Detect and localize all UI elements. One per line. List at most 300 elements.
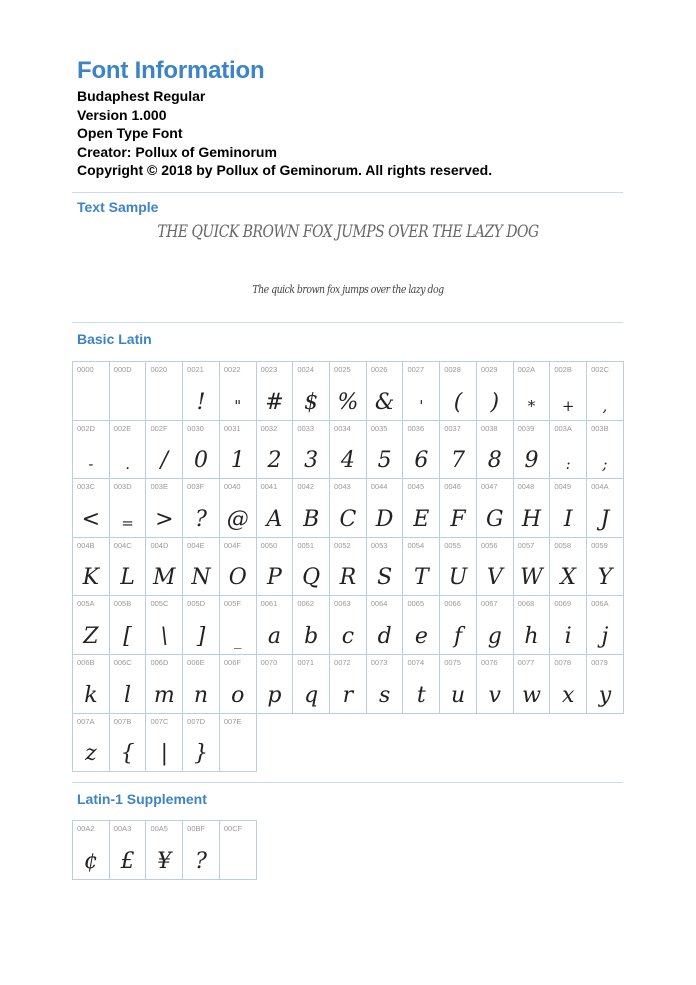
glyph-cell bbox=[440, 421, 477, 480]
glyph-sample: 6 bbox=[414, 448, 429, 474]
glyph-codepoint: 0078 bbox=[554, 657, 572, 667]
glyph-codepoint: 005F bbox=[223, 599, 241, 609]
glyph-sample: £ bbox=[120, 849, 135, 874]
glyph-sample: 5 bbox=[377, 448, 392, 474]
glyph-codepoint: 0029 bbox=[480, 365, 498, 374]
glyph-codepoint: 0071 bbox=[297, 657, 314, 667]
glyph-codepoint: 0066 bbox=[444, 599, 461, 609]
glyph-cell bbox=[440, 655, 477, 714]
glyph-cell bbox=[293, 362, 330, 421]
glyph-cell bbox=[330, 479, 367, 538]
glyph-codepoint: 002E bbox=[113, 423, 132, 433]
glyph-cell bbox=[220, 362, 257, 421]
glyph-sample: 7 bbox=[451, 448, 466, 474]
glyph-codepoint: 00CF bbox=[223, 824, 243, 833]
glyph-cell bbox=[587, 362, 624, 421]
glyph-codepoint: 004C bbox=[113, 540, 132, 550]
glyph-sample: H bbox=[521, 506, 542, 532]
glyph-sample: } bbox=[194, 741, 209, 767]
glyph-cell bbox=[73, 538, 110, 597]
glyph-sample: < bbox=[81, 506, 101, 532]
glyph-codepoint: 0032 bbox=[260, 423, 278, 433]
glyph-cell bbox=[257, 479, 294, 538]
glyph-sample: O bbox=[228, 565, 247, 591]
glyph-cell bbox=[146, 655, 183, 714]
glyph-codepoint: 005C bbox=[150, 599, 169, 609]
glyph-codepoint: 003C bbox=[77, 482, 95, 492]
glyph-cell bbox=[146, 538, 183, 597]
glyph-codepoint: 0059 bbox=[591, 540, 608, 550]
glyph-cell bbox=[110, 821, 147, 880]
glyph-sample: ¥ bbox=[157, 849, 172, 874]
glyph-cell bbox=[514, 479, 551, 538]
glyph-codepoint: 0022 bbox=[223, 365, 241, 374]
glyph-codepoint: 0046 bbox=[444, 482, 461, 492]
glyph-codepoint: 0027 bbox=[407, 365, 425, 374]
glyph-sample: A bbox=[266, 506, 283, 532]
glyph-codepoint: 007C bbox=[150, 716, 169, 726]
glyph-sample: M bbox=[153, 565, 176, 591]
glyph-cell bbox=[220, 655, 257, 714]
glyph-sample: u bbox=[450, 682, 466, 708]
glyph-codepoint: 0051 bbox=[297, 540, 314, 550]
glyph-cell bbox=[146, 421, 183, 480]
glyph-sample: 0 bbox=[194, 448, 209, 474]
glyph-cell bbox=[550, 362, 587, 421]
glyph-sample: o bbox=[231, 682, 245, 708]
glyph-codepoint: 007E bbox=[223, 716, 242, 726]
glyph-sample: ¢ bbox=[83, 849, 98, 874]
glyph-sample: - bbox=[88, 455, 94, 474]
glyph-cell bbox=[330, 538, 367, 597]
glyph-codepoint: 002A bbox=[517, 365, 536, 374]
glyph-sample: ? bbox=[195, 506, 207, 532]
glyph-codepoint: 002C bbox=[591, 365, 609, 374]
glyph-cell bbox=[110, 479, 147, 538]
glyph-sample: B bbox=[303, 506, 320, 532]
glyph-cell bbox=[220, 479, 257, 538]
glyph-codepoint: 002F bbox=[150, 423, 168, 433]
glyph-sample: I bbox=[563, 506, 573, 532]
glyph-cell bbox=[403, 421, 440, 480]
glyph-codepoint: 0038 bbox=[480, 423, 498, 433]
glyph-sample: R bbox=[339, 565, 357, 591]
glyph-sample: 2 bbox=[267, 448, 282, 474]
glyph-cell bbox=[110, 655, 147, 714]
font-name: Budaphest Regular bbox=[77, 88, 206, 104]
glyph-cell bbox=[110, 714, 147, 773]
glyph-codepoint: 0033 bbox=[297, 423, 314, 433]
font-copyright: Copyright © 2018 by Pollux of Geminorum. All rights reserved. bbox=[77, 162, 493, 179]
glyph-codepoint: 0028 bbox=[444, 365, 461, 374]
glyph-sample: J bbox=[600, 506, 610, 532]
glyph-sample: Y bbox=[597, 565, 613, 591]
glyph-codepoint: 0036 bbox=[407, 423, 425, 433]
glyph-cell bbox=[73, 596, 110, 655]
glyph-cell bbox=[440, 479, 477, 538]
glyph-codepoint: 003B bbox=[591, 423, 609, 433]
glyph-sample: ; bbox=[602, 455, 608, 474]
glyph-sample: 3 bbox=[304, 448, 319, 474]
glyph-codepoint: 002D bbox=[77, 423, 95, 433]
glyph-cell bbox=[257, 655, 294, 714]
glyph-sample: 1 bbox=[230, 448, 245, 474]
glyph-codepoint: 005D bbox=[187, 599, 206, 609]
glyph-codepoint: 00BF bbox=[187, 824, 206, 833]
glyph-codepoint: 0077 bbox=[517, 657, 535, 667]
glyph-codepoint: 00A2 bbox=[77, 824, 95, 833]
glyph-cell bbox=[73, 362, 110, 421]
glyph-cell bbox=[367, 596, 404, 655]
glyph-cell bbox=[73, 655, 110, 714]
glyph-codepoint: 0062 bbox=[297, 599, 314, 609]
glyph-cell bbox=[367, 538, 404, 597]
glyph-cell bbox=[550, 479, 587, 538]
glyph-cell bbox=[330, 362, 367, 421]
glyph-sample: X bbox=[560, 565, 577, 591]
glyph-sample: @ bbox=[226, 506, 249, 532]
glyph-cell bbox=[477, 479, 514, 538]
glyph-grid-latin1-supplement bbox=[72, 820, 257, 880]
glyph-cell bbox=[403, 538, 440, 597]
glyph-cell bbox=[257, 362, 294, 421]
glyph-cell bbox=[403, 362, 440, 421]
glyph-sample: [ bbox=[123, 623, 132, 649]
glyph-codepoint: 007B bbox=[113, 716, 132, 726]
glyph-cell bbox=[514, 655, 551, 714]
glyph-sample: t bbox=[416, 682, 426, 708]
glyph-codepoint: 003F bbox=[187, 482, 205, 492]
glyph-sample: D bbox=[375, 506, 394, 532]
glyph-cell bbox=[183, 821, 220, 880]
glyph-cell bbox=[293, 479, 330, 538]
glyph-cell bbox=[183, 362, 220, 421]
glyph-sample: q bbox=[304, 682, 319, 708]
glyph-cell bbox=[477, 596, 514, 655]
glyph-codepoint: 006C bbox=[113, 657, 132, 667]
glyph-codepoint: 0040 bbox=[223, 482, 241, 492]
glyph-sample: h bbox=[524, 623, 539, 649]
glyph-codepoint: 006F bbox=[223, 657, 241, 667]
glyph-cell bbox=[587, 479, 624, 538]
glyph-sample: j bbox=[601, 623, 609, 649]
glyph-cell bbox=[110, 421, 147, 480]
glyph-cell bbox=[367, 421, 404, 480]
font-version: Version 1.000 bbox=[77, 106, 167, 123]
glyph-sample: * bbox=[527, 396, 536, 415]
glyph-codepoint: 0055 bbox=[444, 540, 461, 550]
glyph-sample: % bbox=[337, 389, 359, 415]
glyph-cell bbox=[220, 421, 257, 480]
glyph-cell bbox=[220, 714, 257, 773]
glyph-cell bbox=[146, 821, 183, 880]
glyph-codepoint: 007D bbox=[187, 716, 206, 726]
glyph-codepoint: 0031 bbox=[223, 423, 241, 433]
glyph-codepoint: 0061 bbox=[260, 599, 278, 609]
glyph-cell bbox=[367, 655, 404, 714]
glyph-codepoint: 0023 bbox=[260, 365, 278, 374]
glyph-codepoint: 000D bbox=[113, 365, 132, 374]
glyph-codepoint: 004A bbox=[591, 482, 609, 492]
glyph-codepoint: 0074 bbox=[407, 657, 425, 667]
glyph-codepoint: 0034 bbox=[334, 423, 351, 433]
glyph-codepoint: 0054 bbox=[407, 540, 425, 550]
glyph-sample: G bbox=[485, 506, 504, 532]
font-type: Open Type Font bbox=[77, 125, 183, 142]
glyph-cell bbox=[514, 362, 551, 421]
glyph-cell bbox=[477, 421, 514, 480]
glyph-sample: p bbox=[267, 682, 282, 708]
glyph-cell bbox=[293, 538, 330, 597]
glyph-grid-basic-latin bbox=[72, 361, 624, 772]
glyph-sample: , bbox=[602, 396, 608, 415]
glyph-sample: f bbox=[453, 623, 463, 649]
glyph-cell bbox=[73, 479, 110, 538]
glyph-sample: P bbox=[267, 565, 282, 591]
glyph-sample: 4 bbox=[340, 448, 355, 474]
glyph-codepoint: 0058 bbox=[554, 540, 572, 550]
glyph-codepoint: 0037 bbox=[444, 423, 461, 433]
glyph-codepoint: 0057 bbox=[517, 540, 535, 550]
glyph-cell bbox=[183, 714, 220, 773]
glyph-sample: 8 bbox=[487, 448, 502, 474]
glyph-cell bbox=[440, 538, 477, 597]
glyph-cell bbox=[220, 821, 257, 880]
glyph-cell bbox=[403, 655, 440, 714]
glyph-codepoint: 0047 bbox=[480, 482, 498, 492]
glyph-sample: w bbox=[522, 682, 541, 708]
glyph-codepoint: 0050 bbox=[260, 540, 278, 550]
glyph-codepoint: 0035 bbox=[370, 423, 388, 433]
glyph-sample: ( bbox=[453, 389, 463, 415]
glyph-cell bbox=[330, 596, 367, 655]
glyph-sample: g bbox=[487, 623, 502, 649]
glyph-codepoint: 0030 bbox=[187, 423, 204, 433]
font-info-block bbox=[77, 87, 492, 180]
glyph-sample: z bbox=[85, 741, 97, 767]
glyph-codepoint: 006A bbox=[591, 599, 609, 609]
glyph-sample: i bbox=[564, 623, 572, 649]
glyph-codepoint: 00A5 bbox=[150, 824, 168, 833]
glyph-cell bbox=[587, 538, 624, 597]
glyph-codepoint: 004D bbox=[150, 540, 169, 550]
glyph-sample: N bbox=[191, 565, 211, 591]
glyph-codepoint: 002B bbox=[554, 365, 572, 374]
glyph-cell bbox=[183, 538, 220, 597]
glyph-cell bbox=[367, 479, 404, 538]
glyph-cell bbox=[550, 421, 587, 480]
glyph-sample: { bbox=[120, 741, 135, 767]
glyph-codepoint: 003E bbox=[150, 482, 168, 492]
glyph-cell bbox=[257, 596, 294, 655]
glyph-cell bbox=[403, 479, 440, 538]
glyph-cell bbox=[146, 596, 183, 655]
glyph-cell bbox=[587, 655, 624, 714]
glyph-cell bbox=[146, 714, 183, 773]
glyph-codepoint: 003A bbox=[554, 423, 572, 433]
glyph-codepoint: 0000 bbox=[77, 365, 94, 374]
glyph-sample: T bbox=[413, 565, 429, 591]
glyph-sample: ! bbox=[196, 389, 206, 415]
glyph-cell bbox=[293, 421, 330, 480]
glyph-codepoint: 0041 bbox=[260, 482, 278, 492]
glyph-codepoint: 0052 bbox=[334, 540, 351, 550]
glyph-sample: x bbox=[561, 682, 575, 708]
page-title: Font Information bbox=[77, 57, 265, 84]
glyph-sample: ) bbox=[490, 389, 500, 415]
glyph-cell bbox=[73, 821, 110, 880]
divider bbox=[72, 782, 623, 783]
glyph-cell bbox=[257, 421, 294, 480]
glyph-codepoint: 005A bbox=[77, 599, 95, 609]
glyph-codepoint: 0069 bbox=[554, 599, 572, 609]
glyph-cell bbox=[110, 596, 147, 655]
glyph-sample: W bbox=[520, 565, 543, 591]
glyph-sample: n bbox=[193, 682, 209, 708]
glyph-cell bbox=[73, 421, 110, 480]
glyph-codepoint: 007A bbox=[77, 716, 95, 726]
section-heading-basic-latin: Basic Latin bbox=[77, 331, 152, 347]
glyph-sample: | bbox=[160, 741, 168, 767]
glyph-codepoint: 0042 bbox=[297, 482, 314, 492]
glyph-cell bbox=[514, 538, 551, 597]
glyph-cell bbox=[220, 538, 257, 597]
glyph-cell bbox=[550, 655, 587, 714]
glyph-codepoint: 0064 bbox=[370, 599, 388, 609]
glyph-sample: & bbox=[374, 389, 395, 415]
glyph-codepoint: 0068 bbox=[517, 599, 535, 609]
glyph-cell bbox=[110, 362, 147, 421]
sample-lowercase: The quick brown fox jumps over the lazy dog bbox=[252, 283, 444, 296]
glyph-sample: > bbox=[155, 506, 174, 532]
glyph-codepoint: 0073 bbox=[370, 657, 388, 667]
glyph-cell bbox=[403, 596, 440, 655]
section-heading-text-sample: Text Sample bbox=[77, 199, 159, 215]
glyph-sample: S bbox=[377, 565, 393, 591]
glyph-codepoint: 0025 bbox=[334, 365, 351, 374]
glyph-codepoint: 005B bbox=[113, 599, 132, 609]
glyph-codepoint: 0063 bbox=[334, 599, 351, 609]
glyph-cell bbox=[330, 421, 367, 480]
glyph-cell bbox=[477, 538, 514, 597]
glyph-cell bbox=[257, 538, 294, 597]
glyph-codepoint: 004F bbox=[223, 540, 241, 550]
glyph-cell bbox=[550, 538, 587, 597]
glyph-sample: ' bbox=[419, 396, 424, 415]
glyph-codepoint: 0039 bbox=[517, 423, 535, 433]
glyph-codepoint: 006E bbox=[187, 657, 205, 667]
glyph-sample: Z bbox=[83, 623, 99, 649]
glyph-codepoint: 0045 bbox=[407, 482, 425, 492]
glyph-codepoint: 004B bbox=[77, 540, 95, 550]
glyph-cell bbox=[110, 538, 147, 597]
glyph-cell bbox=[146, 362, 183, 421]
glyph-codepoint: 0021 bbox=[187, 365, 204, 374]
glyph-cell bbox=[146, 479, 183, 538]
glyph-sample: _ bbox=[233, 630, 242, 649]
glyph-sample: : bbox=[565, 455, 571, 474]
glyph-sample: C bbox=[339, 506, 357, 532]
glyph-codepoint: 0044 bbox=[370, 482, 388, 492]
glyph-cell bbox=[183, 421, 220, 480]
glyph-codepoint: 0070 bbox=[260, 657, 278, 667]
glyph-cell bbox=[440, 596, 477, 655]
glyph-sample: ] bbox=[196, 623, 206, 649]
glyph-codepoint: 0067 bbox=[480, 599, 498, 609]
glyph-sample: v bbox=[488, 682, 501, 708]
glyph-cell bbox=[550, 596, 587, 655]
glyph-codepoint: 0056 bbox=[480, 540, 498, 550]
glyph-sample: c bbox=[341, 623, 355, 649]
glyph-sample: L bbox=[120, 565, 135, 591]
glyph-codepoint: 006D bbox=[150, 657, 169, 667]
glyph-sample: r bbox=[342, 682, 354, 708]
glyph-sample: a bbox=[267, 623, 282, 649]
glyph-cell bbox=[514, 421, 551, 480]
glyph-sample: V bbox=[486, 565, 503, 591]
glyph-cell bbox=[293, 596, 330, 655]
glyph-sample: + bbox=[561, 396, 575, 415]
glyph-cell bbox=[73, 714, 110, 773]
glyph-sample: / bbox=[160, 448, 168, 474]
glyph-cell bbox=[293, 655, 330, 714]
glyph-codepoint: 00A3 bbox=[113, 824, 132, 833]
glyph-codepoint: 0076 bbox=[480, 657, 498, 667]
glyph-sample: e bbox=[414, 623, 428, 649]
glyph-codepoint: 0026 bbox=[370, 365, 388, 374]
glyph-cell bbox=[330, 655, 367, 714]
glyph-sample: F bbox=[450, 506, 466, 532]
glyph-cell bbox=[183, 655, 220, 714]
glyph-cell bbox=[440, 362, 477, 421]
sample-uppercase: THE QUICK BROWN FOX JUMPS OVER THE LAZY DOG bbox=[157, 222, 539, 242]
glyph-sample: " bbox=[234, 396, 242, 415]
glyph-sample: E bbox=[413, 506, 430, 532]
glyph-cell bbox=[587, 596, 624, 655]
glyph-codepoint: 0043 bbox=[334, 482, 351, 492]
glyph-cell bbox=[367, 362, 404, 421]
glyph-sample: b bbox=[304, 623, 319, 649]
glyph-sample: \ bbox=[160, 623, 168, 649]
font-creator: Creator: Pollux of Geminorum bbox=[77, 143, 277, 160]
glyph-sample: U bbox=[448, 565, 468, 591]
glyph-sample: y bbox=[598, 682, 612, 708]
glyph-cell bbox=[183, 479, 220, 538]
section-heading-latin1-supplement: Latin-1 Supplement bbox=[77, 791, 207, 807]
glyph-codepoint: 0024 bbox=[297, 365, 314, 374]
glyph-codepoint: 0065 bbox=[407, 599, 425, 609]
glyph-sample: d bbox=[377, 623, 392, 649]
glyph-cell bbox=[477, 655, 514, 714]
glyph-codepoint: 0079 bbox=[591, 657, 608, 667]
glyph-cell bbox=[220, 596, 257, 655]
glyph-sample: 9 bbox=[524, 448, 539, 474]
glyph-codepoint: 0048 bbox=[517, 482, 535, 492]
glyph-codepoint: 0075 bbox=[444, 657, 461, 667]
glyph-codepoint: 003D bbox=[113, 482, 132, 492]
glyph-cell bbox=[587, 421, 624, 480]
glyph-cell bbox=[183, 596, 220, 655]
glyph-codepoint: 0053 bbox=[370, 540, 388, 550]
glyph-sample: # bbox=[265, 389, 284, 415]
glyph-sample: = bbox=[121, 513, 134, 532]
glyph-cell bbox=[477, 362, 514, 421]
glyph-cell bbox=[514, 596, 551, 655]
glyph-sample: l bbox=[124, 682, 132, 708]
glyph-sample: . bbox=[125, 455, 130, 474]
glyph-sample: K bbox=[82, 565, 100, 591]
glyph-sample: ? bbox=[195, 849, 207, 874]
